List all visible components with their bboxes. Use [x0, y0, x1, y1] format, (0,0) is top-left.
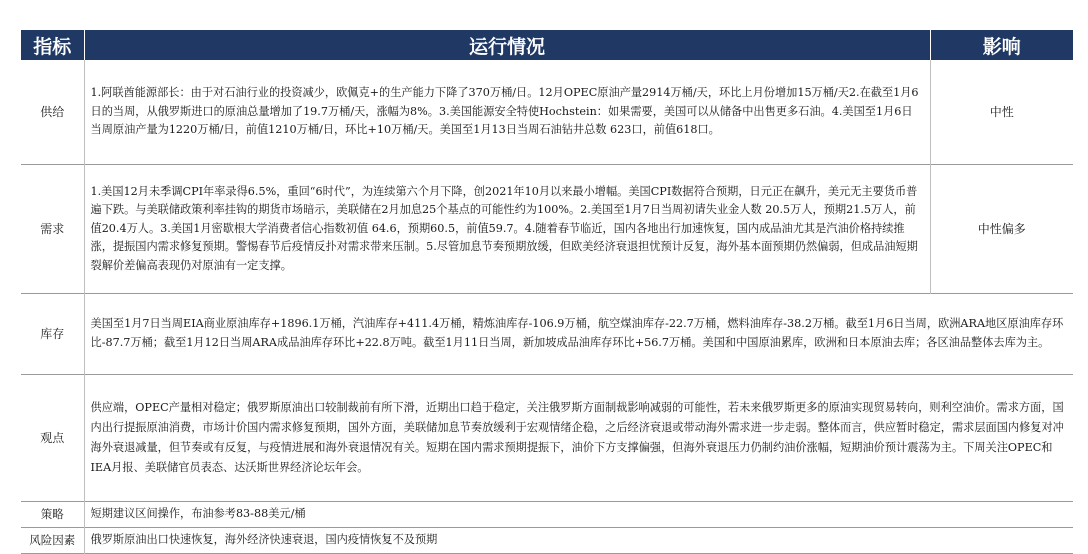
oil-market-table: [21, 30, 1073, 554]
row-indicator: 观点: [21, 375, 84, 502]
row-impact: 中性: [930, 60, 1073, 165]
row-text: 供应端，OPEC产量相对稳定；俄罗斯原油出口较制裁前有所下滑，近期出口趋于稳定，关注俄罗斯方面制裁影响减弱的可能性，若未来俄罗斯更多的原油实现贸易转向，则利空油价。需求方面，国内出行提振原油消费，市场计价国内需求修复预期，国外方面，美联储加息节奏放缓利于宏观情绪企稳，之后经济衰退或带动海外需求进一步走弱。整体而言，供应暂时稳定，需求层面国内修复对冲海外衰退减量，但节奏或有反复，与疫情进展和海外衰退情况有关。短期在国内需求预期提振下，油价下方支撑偏强，但海外衰退压力仍制约油价涨幅，短期油价预计震荡为主。下周关注OPEC和IEA月报、美联储官员表态、达沃斯世界经济论坛年会。: [90, 401, 1064, 474]
row-text: 美国至1月7日当周EIA商业原油库存+1896.1万桶，汽油库存+411.4万桶，精炼油库存-106.9万桶，航空煤油库存-22.7万桶，燃料油库存-38.2万桶。截至1月6日当周，欧洲ARA地区原油库存环比-87.7万桶；截至1月12日当周ARA成品油库存环比+22.8万吨。截至1月11日当周，新加坡成品油库存环比+56.7万桶。美国和中国原油累库，欧洲和日本原油去库；各区油品整体去库为主。: [90, 317, 1064, 349]
row-indicator: 策略: [21, 502, 84, 528]
row-indicator: 需求: [21, 165, 84, 294]
row-view: [21, 375, 1073, 502]
row-indicator: 供给: [21, 60, 84, 165]
row-indicator: 风险因素: [21, 528, 84, 554]
row-text: 短期建议区间操作，布油参考83-88美元/桶: [90, 507, 306, 521]
row-demand: [21, 165, 1073, 294]
table-header-row: [21, 30, 1073, 60]
row-indicator: 库存: [21, 294, 84, 375]
row-text: 1.阿联酋能源部长：由于对石油行业的投资减少，欧佩克+的生产能力下降了370万桶/日。12月OPEC原油产量2914万桶/天，环比上月份增加15万桶/天2.在截至1月6日的当周，从俄罗斯进口的原油总量增加了19.7万桶/天，涨幅为8%。3.美国能源安全特使Hochstein：如果需要，美国可以从储备中出售更多石油。4.美国至1月6日当周原油产量为1220万桶/日，前值1210万桶/日，环比+10万桶/天。美国至1月13日当周石油钻井总数 623口，前值618口。: [90, 86, 919, 137]
row-supply: [21, 60, 1073, 165]
row-text: 1.美国12月未季调CPI年率录得6.5%，重回“6时代”，为连续第六个月下降，创2021年10月以来最小增幅。美国CPI数据符合预期，日元正在飙升，美元无主要货币普遍下跌。与美联储政策利率挂钩的期货市场暗示，美联储在2月加息25个基点的可能性约为100%。2.美国至1月7日当周初请失业金人数 20.5万人，预期21.5万人，前值20.4万人。3.美国1月密歇根大学消费者信心指数初值 64.6，预期60.5，前值59.7。4.随着春节临近，国内各地出行加速恢复，国内成品油尤其是汽油价格持续推涨，提振国内需求修复预期。警惕春节后疫情反扑对需求带来压制。5.尽管加息节奏预期放缓，但欧美经济衰退担忧预计反复，海外基本面预期仍然偏弱，但成品油短期裂解价差偏高表现仍对原油有一定支撑。: [90, 184, 918, 272]
header-status: 运行情况: [84, 30, 930, 60]
row-inventory: [21, 294, 1073, 375]
oil-market-table-container: [21, 30, 1073, 554]
row-risk: [21, 528, 1073, 554]
header-impact: 影响: [930, 30, 1073, 60]
header-indicator: 指标: [21, 30, 84, 60]
row-text: 俄罗斯原油出口快速恢复，海外经济快速衰退，国内疫情恢复不及预期: [90, 533, 438, 547]
row-strategy: [21, 502, 1073, 528]
row-impact: 中性偏多: [930, 165, 1073, 294]
